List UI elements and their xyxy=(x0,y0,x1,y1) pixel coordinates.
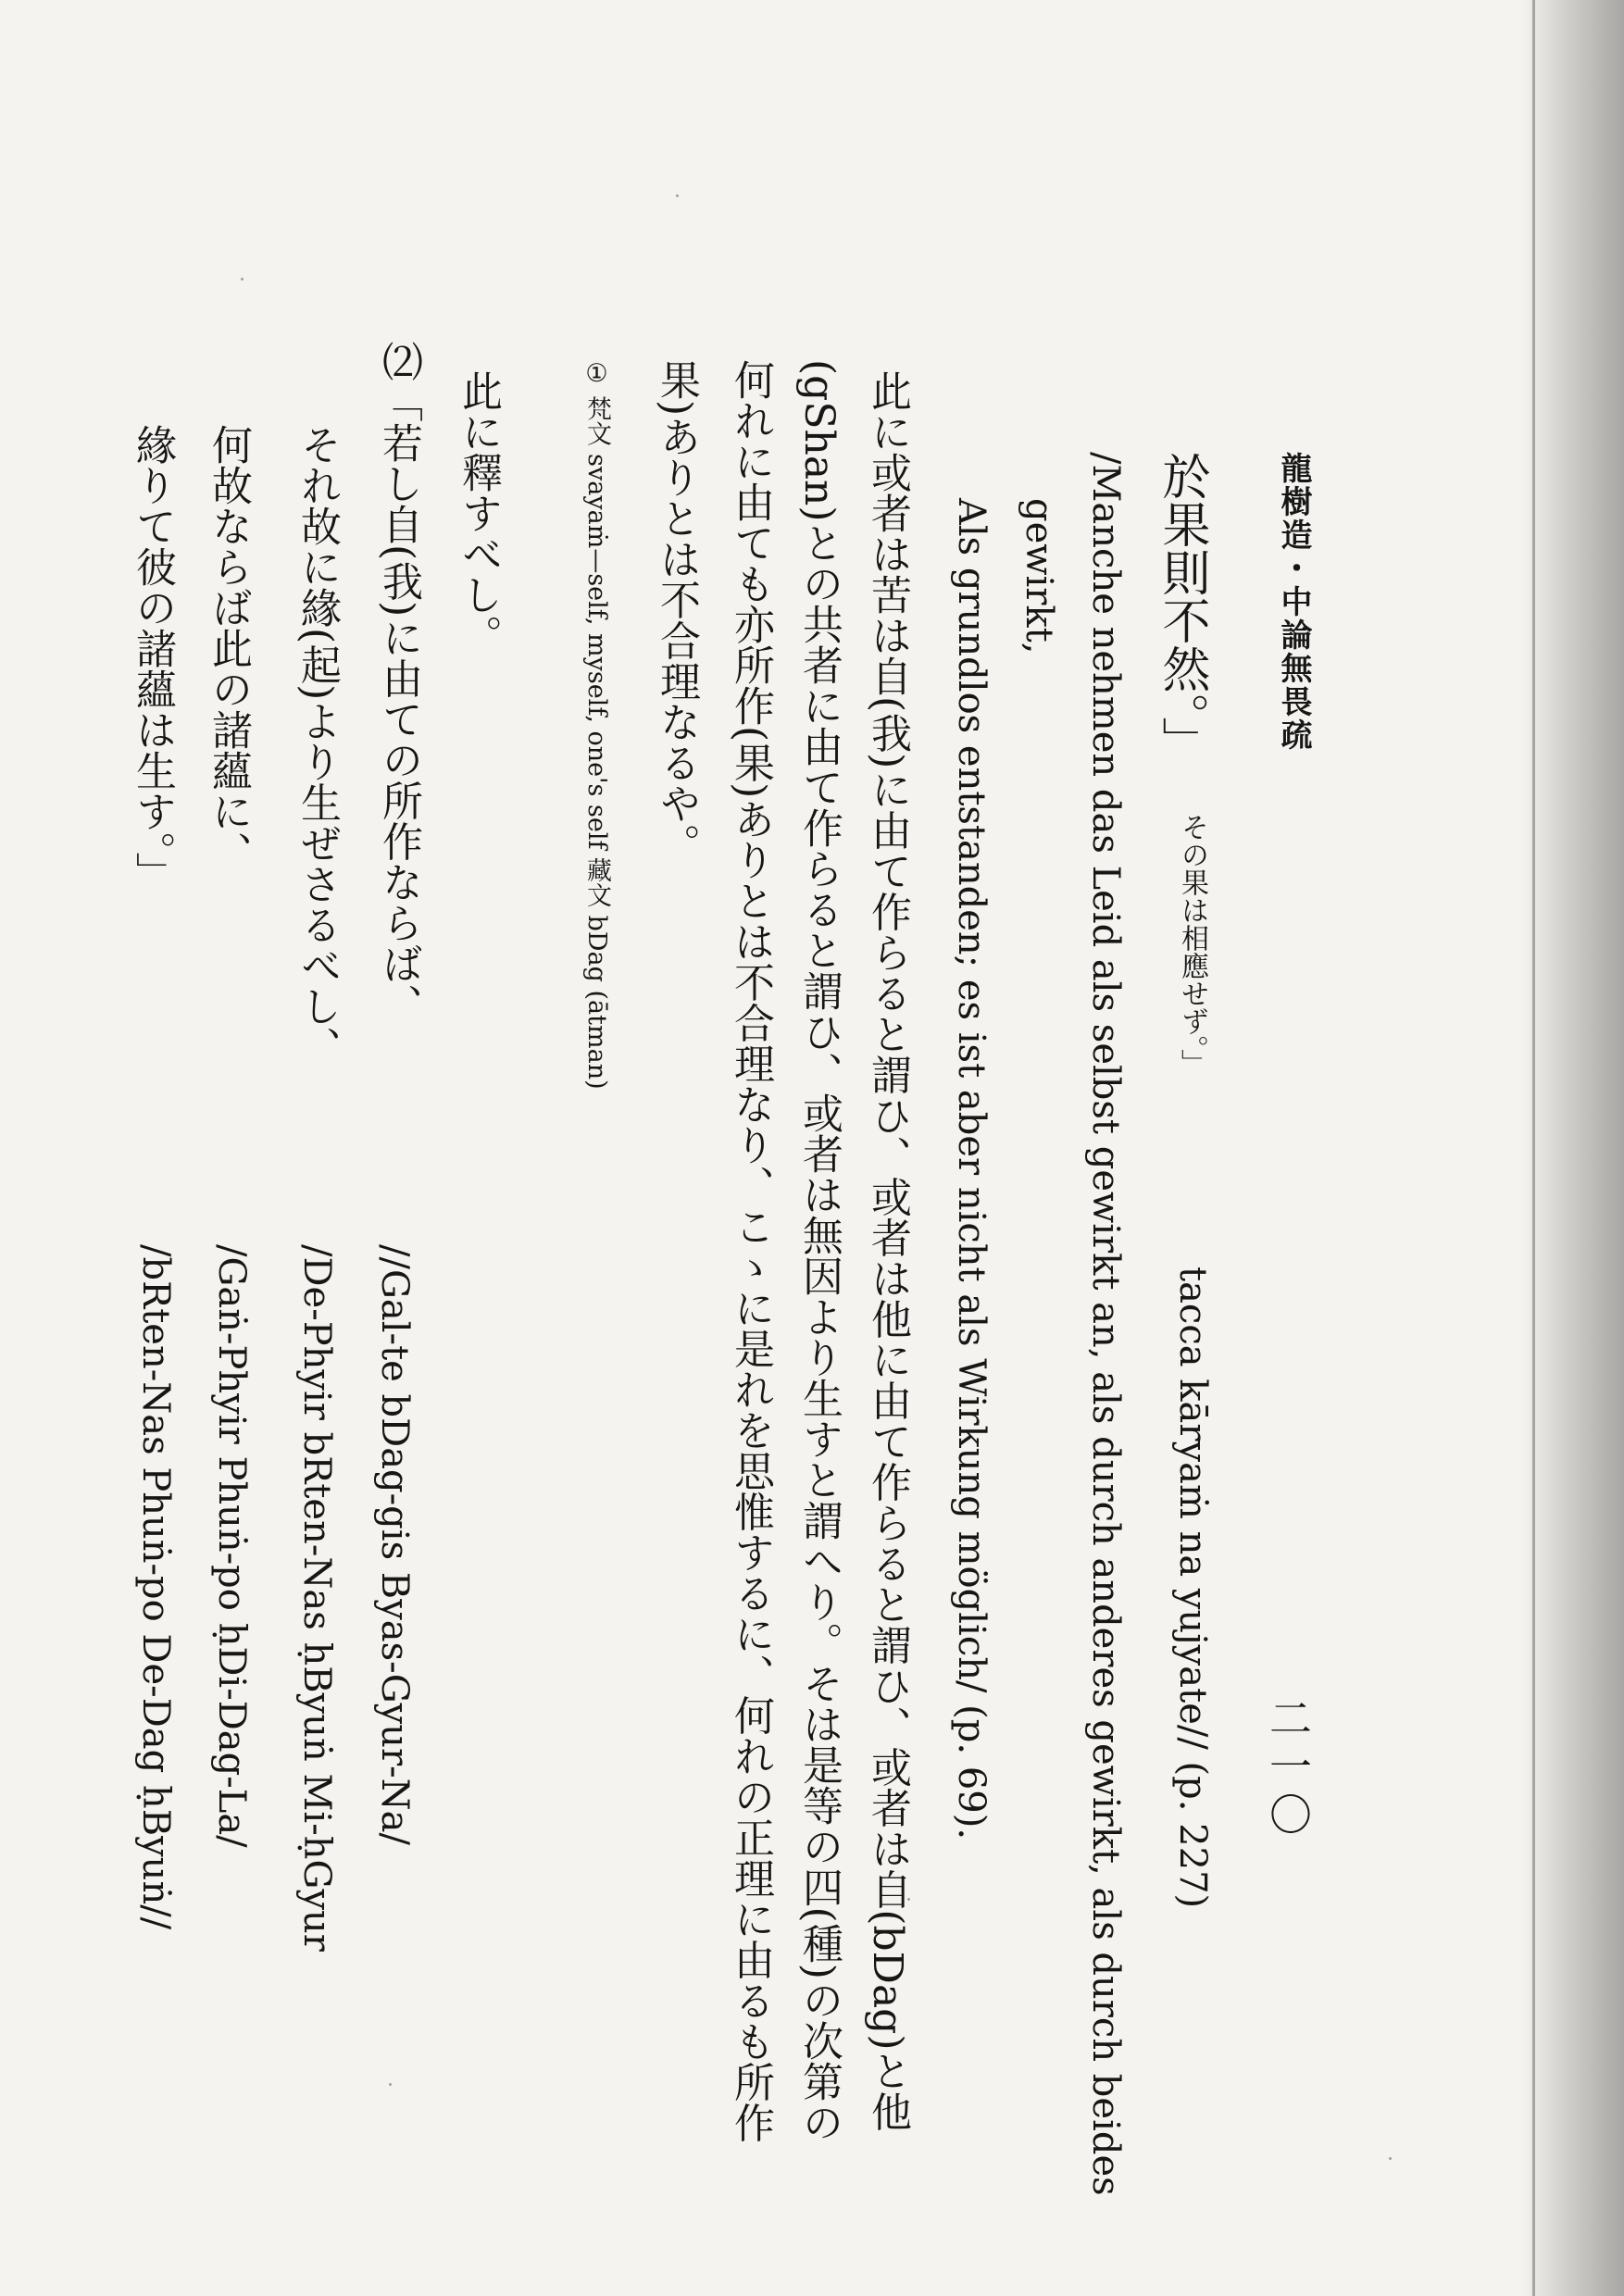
sanskrit-line: tacca kāryaṁ na yujyate// (p. 227) xyxy=(1171,1267,1214,1909)
running-header: 龍樹造・中論無畏疏 xyxy=(1275,452,1312,752)
verse-line: ⑵「若し自(我)に由ての所作ならば、 xyxy=(375,341,422,1025)
binding-shadow xyxy=(1522,0,1624,2296)
commentary-line: (gShan)との共者に由て作らると謂ひ、或者は無因より生すと謂へり。そは是等の四(種)の次第の xyxy=(795,359,843,2142)
binding-edge xyxy=(1532,0,1535,2296)
verse-gloss: その果は相應せず。」 xyxy=(1176,813,1208,1077)
scan-speck xyxy=(676,194,679,197)
verse-line: 於果則不然。」 xyxy=(1154,452,1209,765)
tibetan-line: /bRten-Nas Phuṅ-po De-Dag ḥByuṅ// xyxy=(134,1244,177,1930)
german-translation-line: gewirkt, xyxy=(1018,498,1060,655)
verse-line: 何故ならば此の諸蘊に、 xyxy=(205,424,252,872)
commentary-line: 何れに由ても亦所作(果)ありとは不合理なり、こゝに是れを思惟するに、何れの正理に由るも所作 xyxy=(727,359,774,2143)
commentary-line: 此に或者は苦は自(我)に由て作らると謂ひ、或者は他に由て作らると謂ひ、或者は自(bDag)と他 xyxy=(864,370,911,2132)
tibetan-line: //Gal-te bDag-gis Byas-Gyur-Na/ xyxy=(373,1244,416,1845)
scan-speck xyxy=(241,278,244,281)
verse-line: それ故に緣(起)より生ぜさるべし、 xyxy=(294,424,341,1067)
scan-speck xyxy=(907,1898,910,1901)
scan-speck xyxy=(389,2083,392,2086)
tibetan-line: /De-Phyir bRten-Nas ḥByuṅ Mi-ḥGyur xyxy=(295,1244,338,1952)
scan-speck xyxy=(1389,2157,1392,2160)
verse-line: 緣りて彼の諸蘊は生す。」 xyxy=(129,424,176,892)
german-translation-line: /Manche nehmen das Leid als selbst gewirkt an, als durch anderes gewirkt, als durch beides xyxy=(1084,452,1127,2196)
footnote: ① 梵文 svayaṁ—self, myself, one's self 藏文 bDag (ātman) xyxy=(582,359,611,1090)
german-translation-line: Als grundlos entstanden; es ist aber nicht als Wirkung möglich/ (p. 69). xyxy=(950,498,993,1841)
commentary-line: 此に釋すべし。 xyxy=(455,370,502,655)
page-number: 二一〇 xyxy=(1263,1696,1313,1841)
scan-speck xyxy=(1111,1444,1114,1447)
tibetan-line: /Gaṅ-Phyir Phuṅ-po ḥDi-Dag-La/ xyxy=(210,1244,253,1848)
commentary-line: 果)ありとは不合理なるや。 xyxy=(653,359,700,865)
